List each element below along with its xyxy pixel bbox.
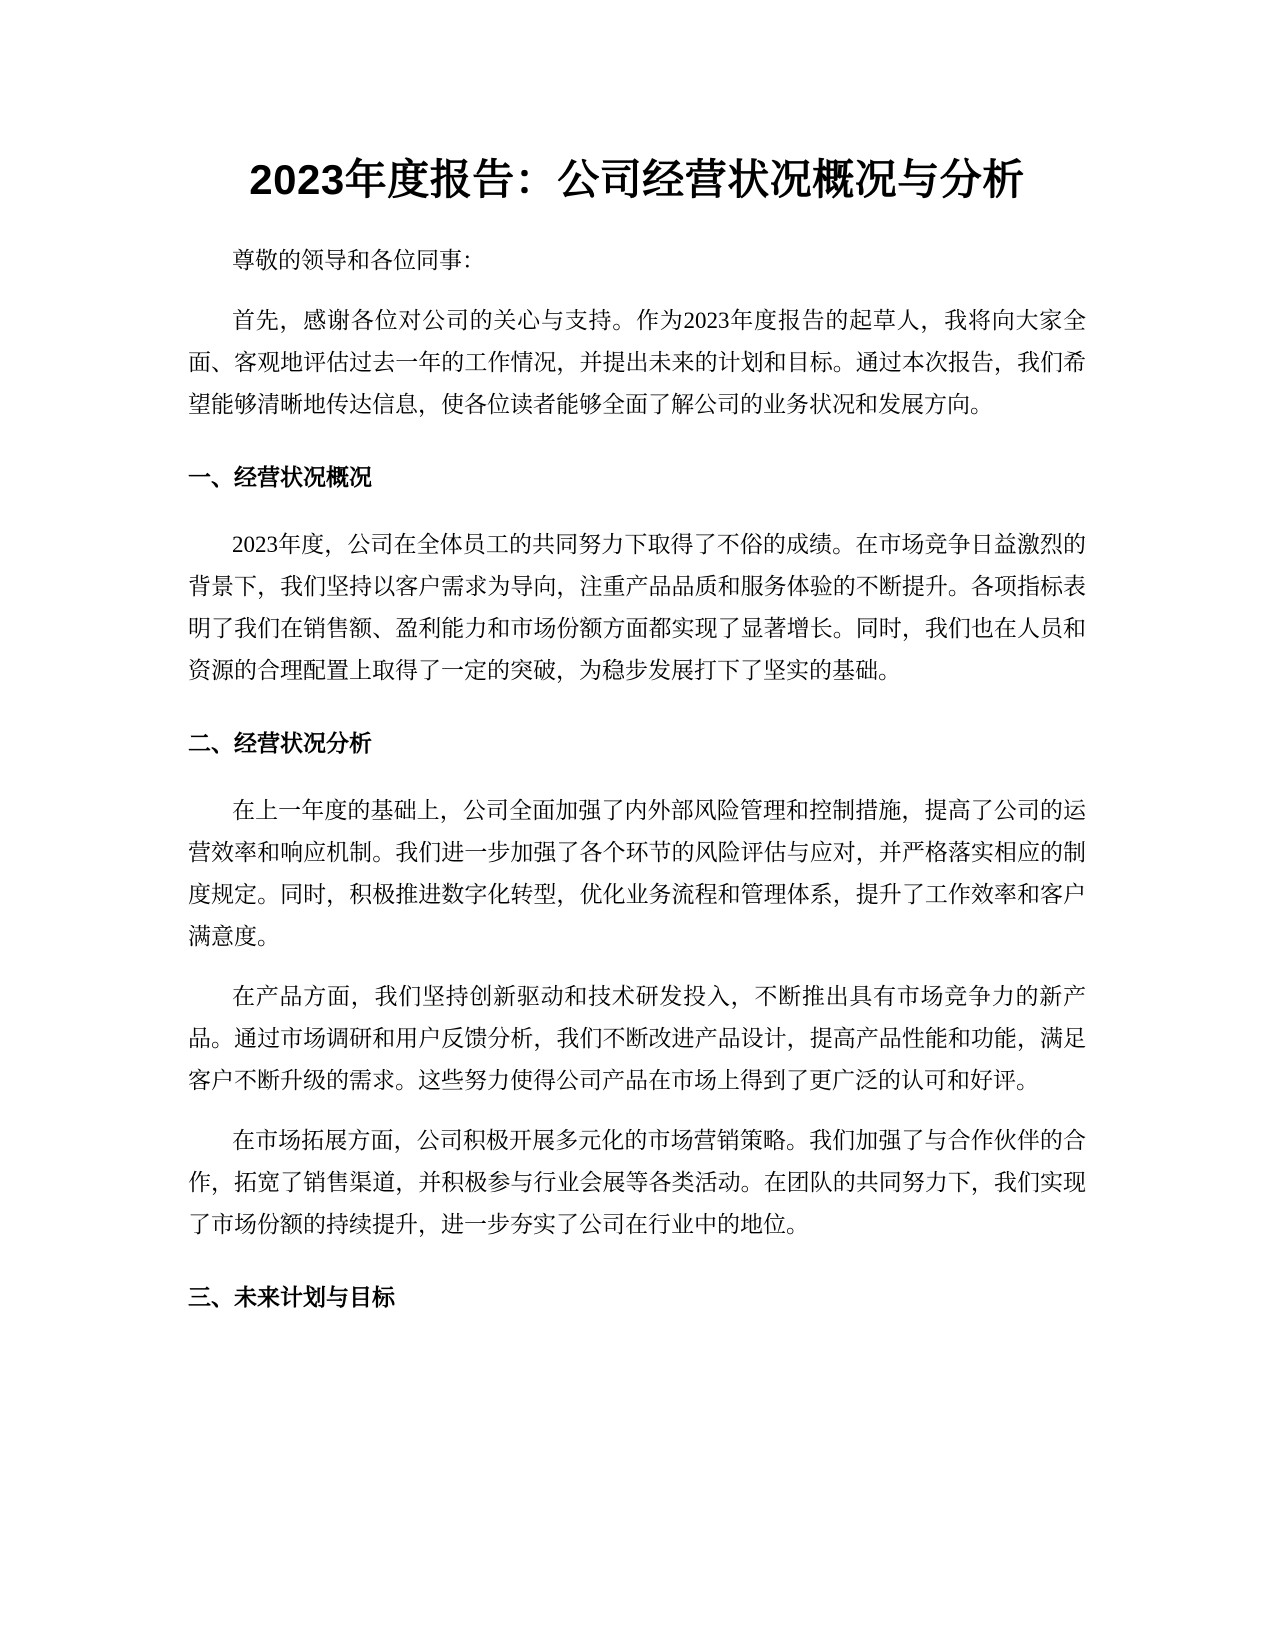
- section-future-plans: [188, 1276, 1086, 1318]
- document-title: 2023年度报告：公司经营状况概况与分析: [249, 156, 1025, 203]
- paragraph: 2023年度，公司在全体员工的共同努力下取得了不俗的成绩。在市场竞争日益激烈的背景下，我们坚持以客户需求为导向，注重产品品质和服务体验的不断提升。各项指标表明了我们在销售额、盈利能力和市场份额方面都实现了显著增长。同时，我们也在人员和资源的合理配置上取得了一定的突破，为稳步发展打下了坚实的基础。: [188, 532, 1086, 683]
- section-heading: 二、经营状况分析: [188, 730, 372, 756]
- salutation: 尊敬的领导和各位同事：: [232, 248, 485, 273]
- section-heading: 一、经营状况概况: [188, 464, 372, 490]
- section-analysis: [188, 722, 1086, 1246]
- document-body: [188, 148, 1086, 1318]
- section-heading: 三、未来计划与目标: [188, 1284, 395, 1310]
- intro-paragraph: 首先，感谢各位对公司的关心与支持。作为2023年度报告的起草人，我将向大家全面、客观地评估过去一年的工作情况，并提出未来的计划和目标。通过本次报告，我们希望能够清晰地传达信息，使各位读者能够全面了解公司的业务状况和发展方向。: [188, 308, 1086, 417]
- paragraph: 在上一年度的基础上，公司全面加强了内外部风险管理和控制措施，提高了公司的运营效率和响应机制。我们进一步加强了各个环节的风险评估与应对，并严格落实相应的制度规定。同时，积极推进数字化转型，优化业务流程和管理体系，提升了工作效率和客户满意度。: [188, 798, 1086, 949]
- section-overview: [188, 456, 1086, 692]
- paragraph: 在市场拓展方面，公司积极开展多元化的市场营销策略。我们加强了与合作伙伴的合作，拓宽了销售渠道，并积极参与行业会展等各类活动。在团队的共同努力下，我们实现了市场份额的持续提升，进一步夯实了公司在行业中的地位。: [188, 1128, 1086, 1237]
- paragraph: 在产品方面，我们坚持创新驱动和技术研发投入，不断推出具有市场竞争力的新产品。通过市场调研和用户反馈分析，我们不断改进产品设计，提高产品性能和功能，满足客户不断升级的需求。这些努力使得公司产品在市场上得到了更广泛的认可和好评。: [188, 984, 1086, 1093]
